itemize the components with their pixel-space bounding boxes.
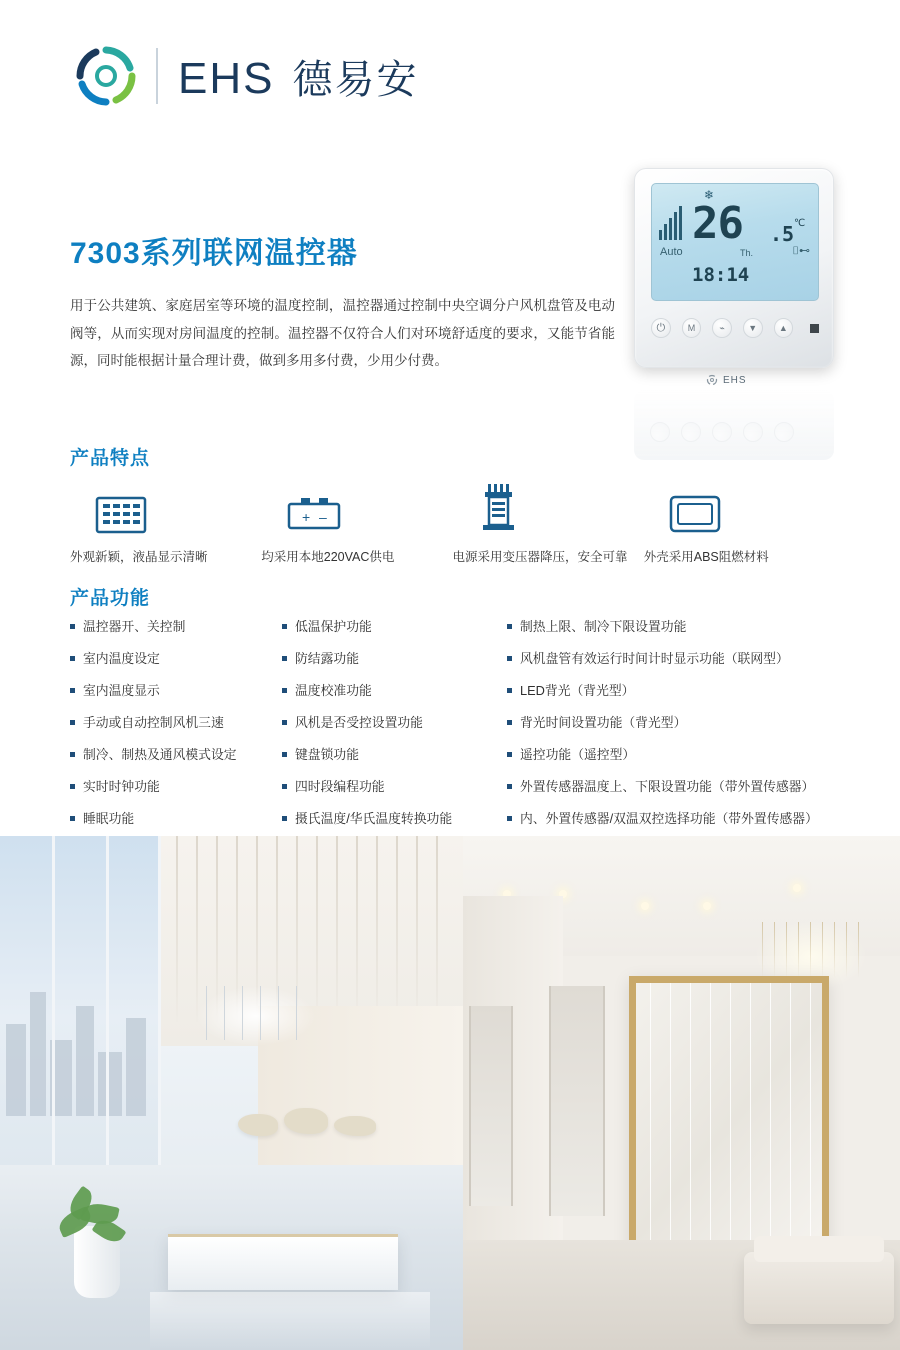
lcd-sensor-label: Th. [740, 248, 754, 258]
product-photo-thermostat [622, 160, 862, 460]
functions-heading: 产品功能 [70, 588, 151, 609]
list-item [70, 778, 282, 797]
list-item [507, 810, 857, 829]
transformer-icon [453, 482, 644, 536]
list-item-label: 实时时钟功能 [83, 779, 160, 795]
bullet-icon [507, 752, 512, 757]
list-item [70, 618, 282, 637]
bullet-icon [282, 656, 287, 661]
reflection-key [743, 422, 763, 442]
valve-icon: ⌷⊷ [792, 245, 810, 257]
device-brand-mark [706, 374, 747, 386]
bullet-icon [507, 784, 512, 789]
list-item [70, 650, 282, 669]
svg-text:+: + [302, 509, 311, 525]
list-item-label: 手动或自动控制风机三速 [83, 715, 224, 731]
list-item [282, 714, 507, 733]
bullet-icon [70, 784, 75, 789]
bullet-icon [282, 784, 287, 789]
snowflake-icon: ❄ [704, 188, 715, 202]
list-item [507, 778, 857, 797]
bullet-icon [507, 720, 512, 725]
bullet-icon [282, 720, 287, 725]
bullet-icon [70, 720, 75, 725]
bullet-icon [507, 816, 512, 821]
feature-item [70, 482, 261, 567]
list-item [282, 810, 507, 829]
lcd-clock-value: 18:14 [692, 264, 750, 286]
list-item-label: 防结露功能 [295, 651, 359, 667]
list-item-label: 背光时间设置功能（背光型） [520, 715, 687, 731]
bullet-icon [70, 656, 75, 661]
brand-header [70, 40, 418, 112]
bullet-icon [282, 688, 287, 693]
list-item [507, 714, 857, 733]
list-item-label: 低温保护功能 [295, 619, 372, 634]
fan-speed-bars-icon [659, 206, 682, 240]
list-item [507, 650, 857, 669]
bullet-icon [70, 624, 75, 629]
lcd-temperature-decimal: .5 [770, 222, 795, 246]
list-item [507, 618, 857, 637]
feature-label: 均采用本地220VAC供电 [261, 550, 395, 564]
brand-name-en: EHS [178, 53, 275, 103]
device-brand-text: EHS [723, 374, 747, 386]
list-item-label: 遥控功能（遥控型） [520, 747, 636, 763]
list-item-label: LED背光（背光型） [520, 683, 635, 699]
bullet-icon [282, 624, 287, 629]
lcd-temperature-value: 26 [692, 198, 743, 249]
lcd-mode-label: Auto [660, 246, 683, 258]
bullet-icon [282, 816, 287, 821]
bullet-icon [70, 688, 75, 693]
indicator-square [810, 324, 819, 333]
up-arrow-icon[interactable]: ▲ [774, 318, 794, 338]
office-lobby-reception-photo [0, 836, 463, 1350]
ehs-circular-arrows-logo [70, 40, 142, 112]
battery-power-icon [261, 482, 452, 536]
svg-text:–: – [319, 509, 328, 525]
lcd-display-icon [70, 482, 261, 536]
list-item [507, 746, 857, 765]
power-icon[interactable]: ⏻ [651, 318, 671, 338]
list-item [282, 650, 507, 669]
reflection-key [712, 422, 732, 442]
feature-item [261, 482, 452, 567]
feature-item [453, 482, 644, 567]
thermostat-body [634, 168, 834, 368]
fan-icon[interactable]: ⌁ [712, 318, 732, 338]
feature-label: 外观新颖，液晶显示清晰 [70, 550, 208, 564]
list-item-label: 温度校准功能 [295, 683, 372, 699]
list-item [507, 682, 857, 701]
bullet-icon [282, 752, 287, 757]
bullet-icon [70, 816, 75, 821]
list-item [282, 618, 507, 637]
features-heading: 产品特点 [70, 448, 151, 469]
page-title: 7303系列联网温控器 [70, 237, 358, 270]
list-item-label: 风机是否受控设置功能 [295, 715, 423, 731]
bullet-icon [507, 656, 512, 661]
abs-shell-icon [644, 482, 835, 536]
list-item [70, 682, 282, 701]
list-item-label: 室内温度显示 [83, 683, 160, 699]
reflection-key [650, 422, 670, 442]
list-item-label: 外置传感器温度上、下限设置功能（带外置传感器） [520, 779, 815, 795]
interior-corridor-lounge-photo [463, 836, 900, 1350]
list-item-label: 内、外置传感器/双温双控选择功能（带外置传感器） [520, 811, 818, 827]
reflection-key [681, 422, 701, 442]
feature-item [644, 482, 835, 567]
feature-label: 外壳采用ABS阻燃材料 [643, 550, 769, 564]
list-item [70, 810, 282, 829]
list-item-label: 摄氏温度/华氏温度转换功能 [295, 811, 453, 827]
logo-divider [156, 48, 158, 104]
bullet-icon [70, 752, 75, 757]
thermostat-lcd-screen [651, 183, 819, 301]
list-item-label: 制冷、制热及通风模式设定 [83, 747, 237, 763]
feature-label: 电源采用变压器降压，安全可靠 [452, 550, 628, 564]
mode-m-button[interactable]: M [682, 318, 702, 338]
product-intro: 用于公共建筑、家庭居室等环境的温度控制，温控器通过控制中央空调分户风机盘管及电动阀等，从而实现对房间温度的控制。温控器不仅符合人们对环境舒适度的要求，又能节省能源，同时能根据计量合理计费，做到多用多付费，少用少付费。 [70, 298, 615, 369]
list-item [70, 746, 282, 765]
list-item-label: 风机盘管有效运行时间计时显示功能（联网型） [520, 651, 789, 667]
list-item [282, 682, 507, 701]
list-item [282, 746, 507, 765]
list-item-label: 制热上限、制冷下限设置功能 [520, 619, 687, 634]
lcd-temperature-unit: ℃ [794, 218, 806, 229]
list-item-label: 睡眠功能 [83, 811, 135, 827]
thermostat-keypad[interactable] [651, 311, 819, 345]
list-item-label: 温控器开、关控制 [83, 619, 186, 634]
list-item [282, 778, 507, 797]
list-item-label: 四时段编程功能 [295, 779, 385, 795]
features-row [70, 482, 835, 567]
list-item-label: 室内温度设定 [83, 651, 160, 667]
bullet-icon [507, 624, 512, 629]
photo-strip [0, 836, 900, 1350]
brand-name-cn: 德易安 [292, 57, 419, 102]
list-item-label: 键盘锁功能 [295, 747, 359, 763]
down-arrow-icon[interactable]: ▼ [743, 318, 763, 338]
product-reflection [634, 390, 834, 460]
reflection-key [774, 422, 794, 442]
bullet-icon [507, 688, 512, 693]
list-item [70, 714, 282, 733]
